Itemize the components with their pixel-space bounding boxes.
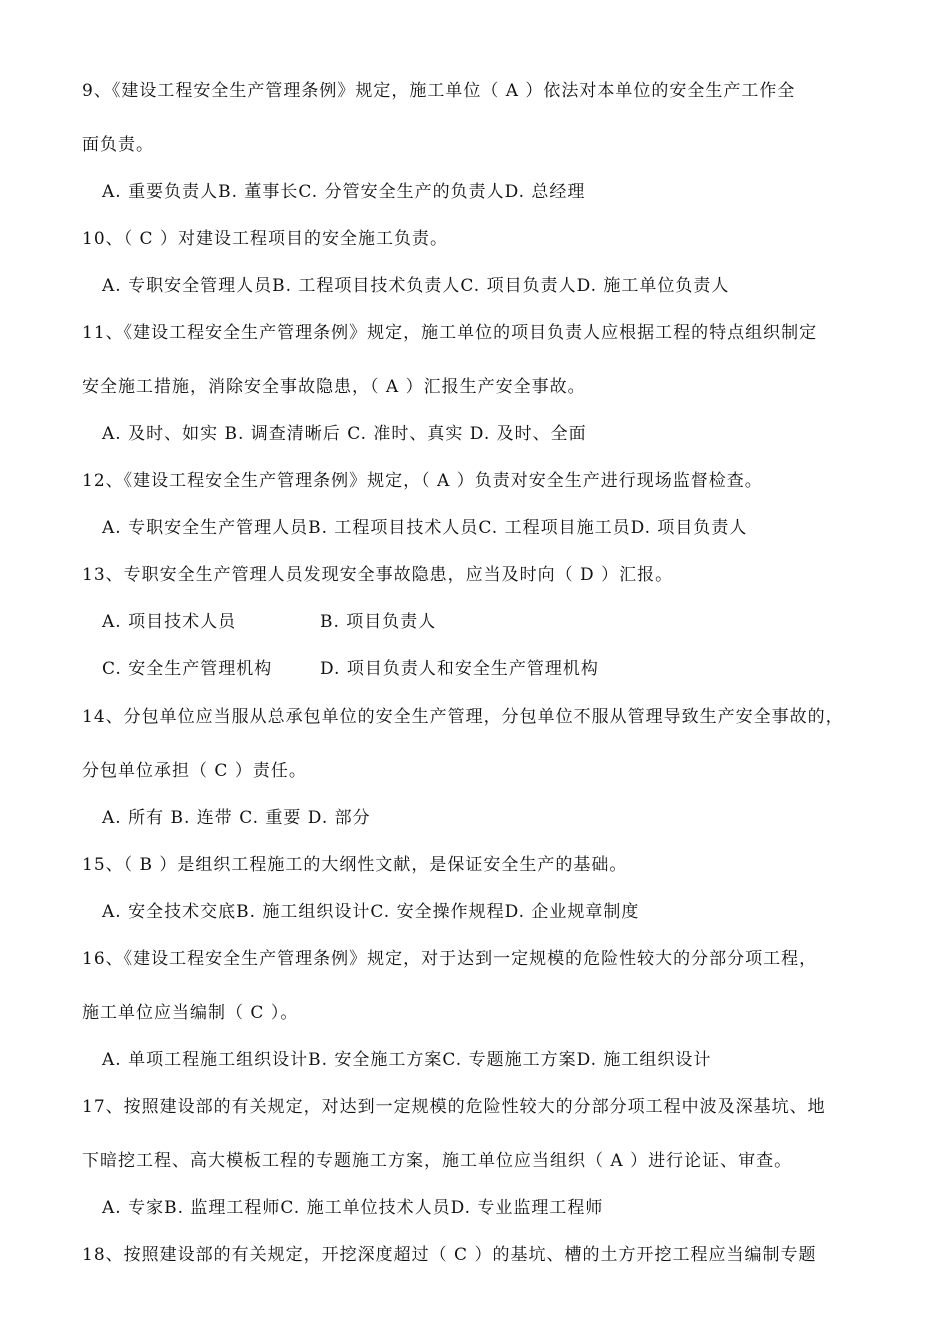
question-18-line-1: 18、按照建设部的有关规定，开挖深度超过（ C ）的基坑、槽的土方开挖工程应当编制专题 — [82, 1245, 817, 1265]
question-11-line-1: 11、《建设工程安全生产管理条例》规定，施工单位的项目负责人应根据工程的特点组织制定 — [82, 323, 818, 343]
question-9-line-2: 面负责。 — [82, 135, 154, 155]
question-11-line-2: 安全施工措施，消除安全事故隐患，（ A ）汇报生产安全事故。 — [82, 377, 586, 397]
question-13-option-d: D. 项目负责人和安全生产管理机构 — [320, 659, 599, 679]
question-9-line-1: 9、《建设工程安全生产管理条例》规定，施工单位（ A ）依法对本单位的安全生产工作全 — [82, 81, 796, 101]
question-15: 15、（ B ）是组织工程施工的大纲性文献，是保证安全生产的基础。 — [82, 855, 628, 875]
question-10: 10、（ C ）对建设工程项目的安全施工负责。 — [82, 229, 448, 249]
question-12: 12、《建设工程安全生产管理条例》规定，（ A ）负责对安全生产进行现场监督检查。 — [82, 471, 763, 491]
question-16-line-2: 施工单位应当编制（ C ）。 — [82, 1003, 299, 1023]
question-13-option-c: C. 安全生产管理机构 — [102, 659, 273, 679]
question-10-options: A. 专职安全管理人员B. 工程项目技术负责人C. 项目负责人D. 施工单位负责人 — [102, 276, 730, 296]
question-14-line-2: 分包单位承担（ C ）责任。 — [82, 761, 307, 781]
question-12-options: A. 专职安全生产管理人员B. 工程项目技术人员C. 工程项目施工员D. 项目负责人 — [102, 518, 748, 538]
question-14-options: A. 所有 B. 连带 C. 重要 D. 部分 — [102, 808, 371, 828]
question-17-line-2: 下暗挖工程、高大模板工程的专题施工方案，施工单位应当组织（ A ）进行论证、审查。 — [82, 1151, 793, 1171]
question-15-options: A. 安全技术交底B. 施工组织设计C. 安全操作规程D. 企业规章制度 — [102, 902, 640, 922]
question-11-options: A. 及时、如实 B. 调查清晰后 C. 准时、真实 D. 及时、全面 — [102, 424, 587, 444]
question-17-options: A. 专家B. 监理工程师C. 施工单位技术人员D. 专业监理工程师 — [102, 1198, 604, 1218]
question-13-option-a: A. 项目技术人员 — [102, 612, 237, 632]
question-13-option-b: B. 项目负责人 — [320, 612, 437, 632]
question-16-line-1: 16、《建设工程安全生产管理条例》规定，对于达到一定规模的危险性较大的分部分项工程， — [82, 949, 818, 969]
question-16-options: A. 单项工程施工组织设计B. 安全施工方案C. 专题施工方案D. 施工组织设计 — [102, 1050, 712, 1070]
question-17-line-1: 17、按照建设部的有关规定，对达到一定规模的危险性较大的分部分项工程中波及深基坑、地 — [82, 1097, 826, 1117]
question-14-line-1: 14、分包单位应当服从总承包单位的安全生产管理，分包单位不服从管理导致生产安全事故的， — [82, 707, 844, 727]
question-13: 13、专职安全生产管理人员发现安全事故隐患，应当及时向（ D ）汇报。 — [82, 565, 674, 585]
question-9-options: A. 重要负责人B. 董事长C. 分管安全生产的负责人D. 总经理 — [102, 182, 586, 202]
